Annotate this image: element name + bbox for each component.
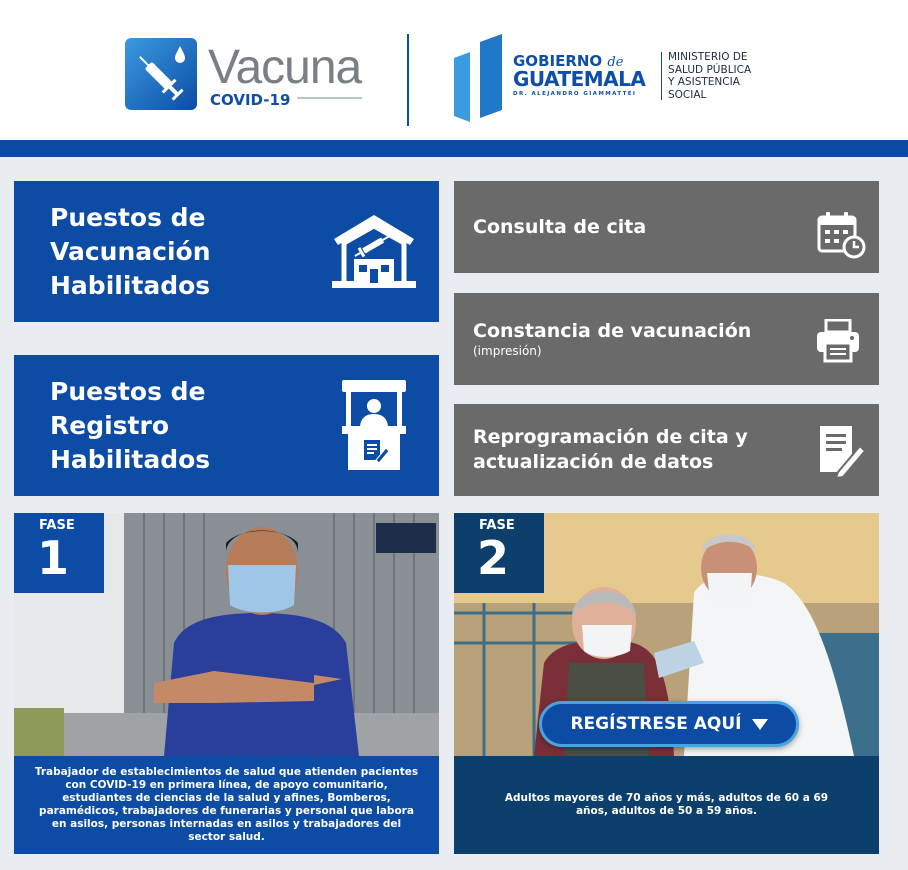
- title-line: Habilitados: [50, 445, 211, 474]
- phase-1-photo: [14, 513, 439, 756]
- title-line: Puestos de: [50, 203, 206, 232]
- registration-booth-icon: [342, 380, 406, 472]
- document-edit-icon: [818, 424, 866, 478]
- title-line: Vacunación: [50, 237, 211, 266]
- ministry-line: MINISTERIO DE: [668, 51, 748, 63]
- ministry-line: Y ASISTENCIA: [668, 76, 740, 88]
- reschedule-tile[interactable]: [454, 404, 879, 496]
- phase-2-description: Adultos mayores de 70 años y más, adultos de 60 a 69 años, adultos de 50 a 59 años.: [454, 756, 879, 854]
- printer-icon: [816, 319, 860, 363]
- appointment-lookup-tile[interactable]: [454, 181, 879, 273]
- title-line: Habilitados: [50, 271, 211, 300]
- vaccination-certificate-subtitle: (impresión): [473, 344, 542, 358]
- vaccination-sites-title: [50, 201, 211, 303]
- phase-label: FASE: [39, 518, 75, 533]
- president-name: DR. ALEJANDRO GIAMMATTEI: [513, 91, 637, 97]
- ministry-divider: [661, 52, 662, 100]
- covid19-label: COVID-19: [210, 91, 291, 109]
- phase-1-description: Trabajador de establecimientos de salud que atienden pacientes con COVID-19 en primera línea, de apoyo comunitario, estudiantes de ciencias de la salud y afines, Bomberos, paramédicos, trabajadores de funerarias y personal que labora en asilos, personas internadas en asilos y trabajadores del sector salud.: [14, 756, 439, 854]
- de-word: de: [607, 55, 624, 70]
- title-line: Puestos de: [50, 377, 206, 406]
- registration-sites-tile[interactable]: [14, 355, 439, 496]
- header-accent-bar: [0, 140, 908, 157]
- phase-2-badge: [454, 513, 544, 593]
- title-line: Reprogramación de cita y: [473, 426, 748, 448]
- ministry-line: SALUD PÚBLICA: [668, 63, 752, 76]
- logo-underline: [297, 97, 362, 99]
- phase-number: 1: [37, 531, 70, 585]
- header: [0, 0, 908, 140]
- phase-1-badge: [14, 513, 104, 593]
- guatemala-label: GUATEMALA: [513, 67, 646, 91]
- gobierno-word: GOBIERNO: [513, 52, 603, 70]
- appointment-lookup-title: Consulta de cita: [473, 216, 647, 238]
- register-here-button[interactable]: [539, 701, 799, 747]
- phase-label: FASE: [479, 518, 515, 533]
- register-here-label: REGÍSTRESE AQUÍ: [570, 714, 742, 734]
- reschedule-title: [473, 425, 748, 475]
- phase-number: 2: [477, 531, 510, 585]
- guatemala-government-logo-icon: [454, 34, 504, 122]
- vacuna-wordmark: Vacuna: [208, 41, 362, 94]
- header-divider: [407, 34, 409, 126]
- vaccination-sites-tile[interactable]: [14, 181, 439, 322]
- title-line: actualización de datos: [473, 451, 714, 473]
- phase-2-photo: [454, 513, 879, 756]
- ministry-line: SOCIAL: [668, 88, 707, 101]
- vaccination-center-icon: [332, 213, 416, 289]
- triangle-down-icon: [752, 719, 768, 730]
- vaccine-syringe-logo-icon: [125, 38, 197, 110]
- title-line: Registro: [50, 411, 170, 440]
- registration-sites-title: [50, 375, 210, 477]
- vaccination-certificate-title: Constancia de vacunación: [473, 320, 752, 342]
- calendar-clock-icon: [816, 209, 866, 259]
- vaccination-certificate-tile[interactable]: [454, 293, 879, 385]
- ministry-name: [668, 51, 788, 101]
